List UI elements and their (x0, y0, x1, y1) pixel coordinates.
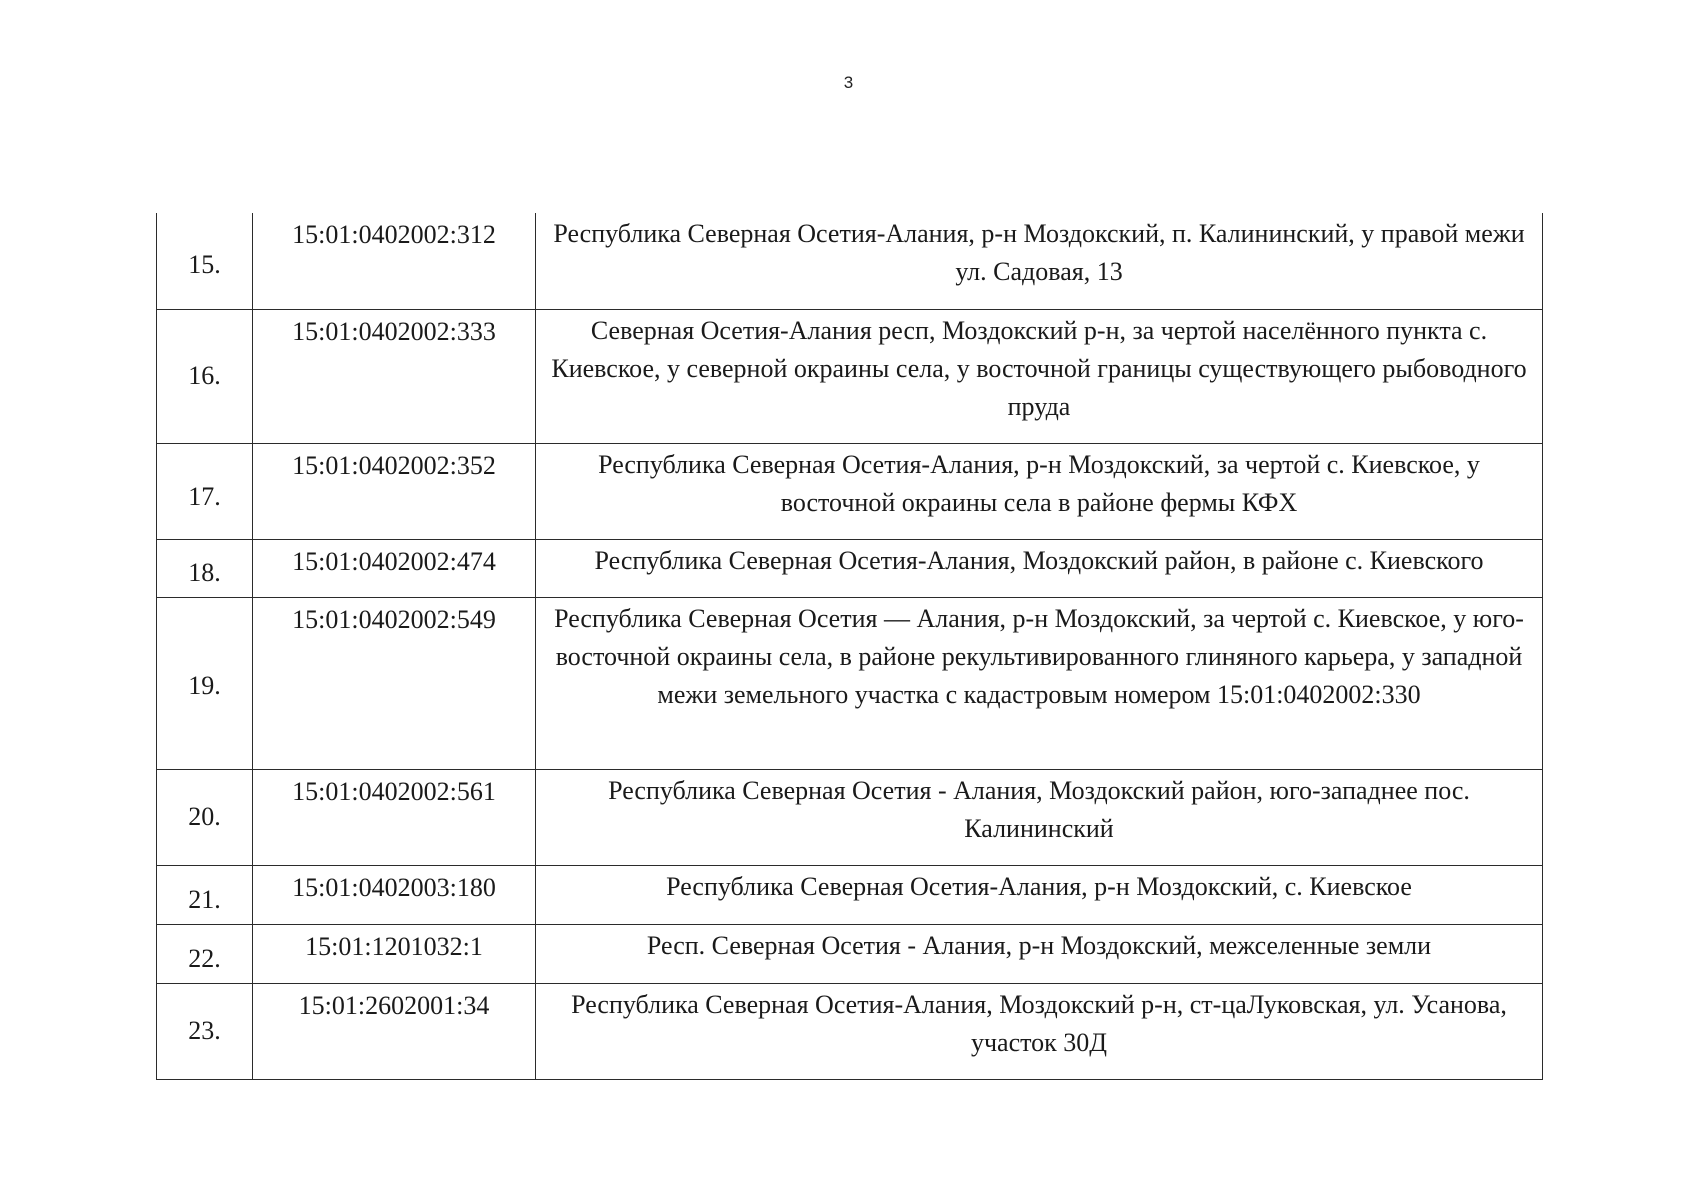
address: Республика Северная Осетия-Алания, р-н Моздокский, с. Киевское (536, 865, 1543, 924)
cadastral-number: 15:01:1201032:1 (253, 924, 536, 983)
address: Республика Северная Осетия — Алания, р-н Моздокский, за чертой с. Киевское, у юго-восточной окраины села, в районе рекультивированного глиняного карьера, у западной межи земельного участка с кадастровым номером 15:01:0402002:330 (536, 597, 1543, 769)
land-plots-table (156, 213, 1543, 1080)
row-number: 15. (157, 213, 253, 309)
row-number: 18. (157, 539, 253, 597)
address: Республика Северная Осетия - Алания, Моздокский район, юго-западнее пос. Калининский (536, 769, 1543, 865)
cadastral-number: 15:01:0402003:180 (253, 865, 536, 924)
address: Республика Северная Осетия-Алания, Моздокский р-н, ст-цаЛуковская, ул. Усанова, участок 30Д (536, 983, 1543, 1079)
cadastral-number: 15:01:0402002:474 (253, 539, 536, 597)
table-row (157, 213, 1543, 309)
table-row (157, 443, 1543, 539)
row-number: 20. (157, 769, 253, 865)
table-row (157, 865, 1543, 924)
row-number: 22. (157, 924, 253, 983)
address: Северная Осетия-Алания респ, Моздокский р-н, за чертой населённого пункта с. Киевское, у северной окраины села, у восточной границы существующего рыбоводного пруда (536, 309, 1543, 443)
page-number: 3 (843, 73, 854, 92)
table-row (157, 983, 1543, 1079)
row-number: 23. (157, 983, 253, 1079)
table-row (157, 769, 1543, 865)
row-number: 17. (157, 443, 253, 539)
address: Республика Северная Осетия-Алания, р-н Моздокский, п. Калининский, у правой межи ул. Садовая, 13 (536, 213, 1543, 309)
table-row (157, 539, 1543, 597)
cadastral-number: 15:01:0402002:352 (253, 443, 536, 539)
address: Респ. Северная Осетия - Алания, р-н Моздокский, межселенные земли (536, 924, 1543, 983)
row-number: 19. (157, 597, 253, 769)
row-number: 16. (157, 309, 253, 443)
cadastral-number: 15:01:2602001:34 (253, 983, 536, 1079)
table-row (157, 597, 1543, 769)
row-number: 21. (157, 865, 253, 924)
address: Республика Северная Осетия-Алания, р-н Моздокский, за чертой с. Киевское, у восточной окраины села в районе фермы КФХ (536, 443, 1543, 539)
address: Республика Северная Осетия-Алания, Моздокский район, в районе с. Киевского (536, 539, 1543, 597)
cadastral-number: 15:01:0402002:333 (253, 309, 536, 443)
cadastral-number: 15:01:0402002:561 (253, 769, 536, 865)
table-row (157, 924, 1543, 983)
cadastral-number: 15:01:0402002:312 (253, 213, 536, 309)
cadastral-number: 15:01:0402002:549 (253, 597, 536, 769)
table-row (157, 309, 1543, 443)
